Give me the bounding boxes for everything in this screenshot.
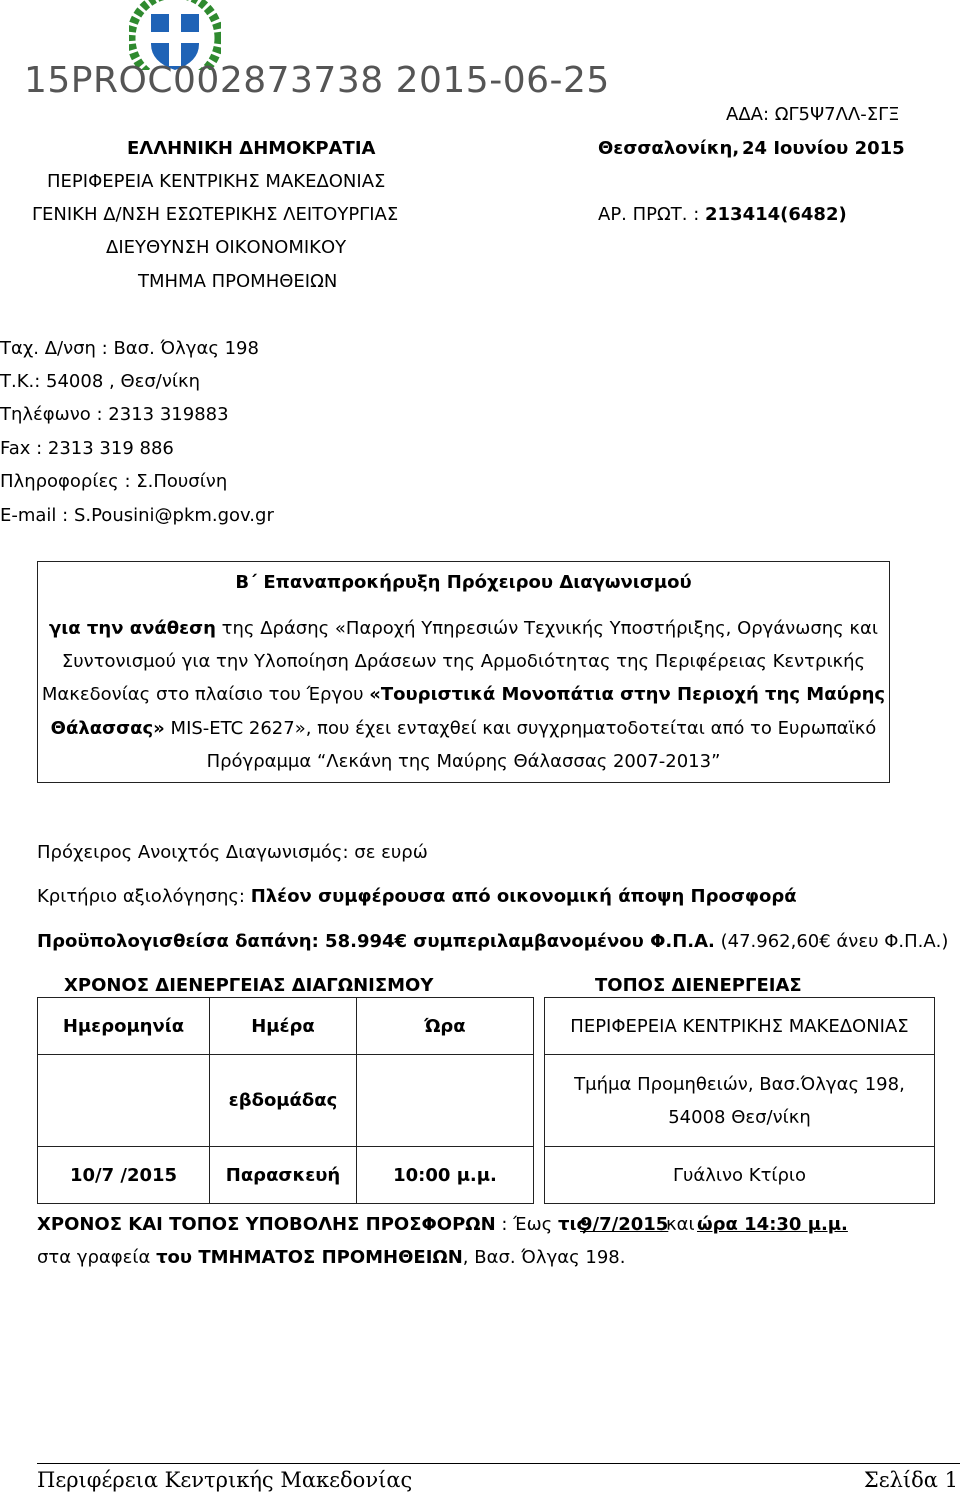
header-line-department: ΤΜΗΜΑ ΠΡΟΜΗΘΕΙΩΝ: [138, 271, 338, 292]
award-criterion-label: Κριτήριο αξιολόγησης:: [37, 886, 251, 907]
schedule-heading: ΧΡΟΝΟΣ ΔΙΕΝΕΡΓΕΙΑΣ ΔΙΑΓΩΝΙΣΜΟΥ: [64, 975, 434, 996]
announcement-line-5: Πρόγραμμα “Λεκάνη της Μαύρης Θάλασσας 2007-2013”: [206, 751, 721, 772]
schedule-header-day-sub: εβδομάδας: [210, 1055, 357, 1147]
announcement-line-2: Συντονισμού για την Υλοποίηση Δράσεων της Αρμοδιότητας της Περιφέρειας Κεντρικής: [61, 651, 866, 672]
document-stamp: 15PROC002873738 2015-06-25: [24, 60, 610, 101]
announcement-title: Β΄ Επαναπροκήρυξη Πρόχειρου Διαγωνισμού: [235, 572, 692, 593]
submission-label: ΧΡΟΝΟΣ ΚΑΙ ΤΟΠΟΣ ΥΠΟΒΟΛΗΣ ΠΡΟΣΦΟΡΩΝ: [37, 1214, 496, 1235]
submission-place-bold: του ΤΜΗΜΑΤΟΣ ΠΡΟΜΗΘΕΙΩΝ: [156, 1247, 463, 1268]
submission-time: ώρα 14:30 μ.μ.: [697, 1214, 848, 1235]
schedule-time-value: 10:00 μ.μ.: [357, 1147, 534, 1204]
location-building: Γυάλινο Κτίριο: [545, 1147, 935, 1204]
submission-line-1: [37, 1214, 587, 1235]
protocol-number: [598, 204, 847, 225]
submission-place-address: , Βασ. Όλγας 198.: [462, 1247, 626, 1268]
location-table: [544, 997, 935, 1204]
contact-fax: Fax : 2313 319 886: [0, 438, 174, 459]
schedule-day-value: Παρασκευή: [210, 1147, 357, 1204]
location-address: [545, 1055, 935, 1147]
ada-code: ΑΔΑ: ΩΓ5Ψ7ΛΛ-ΣΓΞ: [726, 104, 900, 125]
schedule-empty-cell: [357, 1055, 534, 1147]
header-line-region: ΠΕΡΙΦΕΡΕΙΑ ΚΕΝΤΡΙΚΗΣ ΜΑΚΕΔΟΝΙΑΣ: [47, 171, 386, 192]
schedule-header-day: Ημέρα: [210, 998, 357, 1055]
submission-and: και: [666, 1214, 695, 1235]
location-address-line-1: Τμήμα Προμηθειών, Βασ.Όλγας 198,: [574, 1073, 905, 1095]
header-line-directorate: ΔΙΕΥΘΥΝΣΗ ΟΙΚΟΝΟΜΙΚΟΥ: [106, 237, 347, 258]
award-criterion: [37, 886, 797, 907]
schedule-date-value: 10/7 /2015: [38, 1147, 210, 1204]
footer-page-number: Σελίδα 1: [863, 1468, 958, 1492]
schedule-header-time: Ώρα: [357, 998, 534, 1055]
tender-type: Πρόχειρος Ανοιχτός Διαγωνισμός: σε ευρώ: [37, 842, 428, 863]
submission-place-text: στα γραφεία: [37, 1247, 157, 1268]
location-region: ΠΕΡΙΦΕΡΕΙΑ ΚΕΝΤΡΙΚΗΣ ΜΑΚΕΔΟΝΙΑΣ: [545, 998, 935, 1055]
place-label: Θεσσαλονίκη,: [598, 138, 740, 159]
budget-net: (47.962,60€ άνευ Φ.Π.Α.): [714, 931, 949, 952]
submission-line-2: [37, 1247, 625, 1268]
protocol-label: ΑΡ. ΠΡΩΤ. :: [598, 204, 700, 225]
announcement-line-3: [38, 684, 889, 705]
announcement-line-3-bold: «Τουριστικά Μονοπάτια στην Περιοχή της Μαύρης: [369, 684, 886, 705]
announcement-line-1-text: της Δράσης «Παροχή Υπηρεσιών Τεχνικής Υποστήριξης, Οργάνωσης και: [215, 618, 878, 639]
schedule-header-date: Ημερομηνία: [38, 998, 210, 1055]
header-line-directorate-general: ΓΕΝΙΚΗ Δ/ΝΣΗ ΕΣΩΤΕΡΙΚΗΣ ΛΕΙΤΟΥΡΓΙΑΣ: [32, 204, 399, 225]
location-address-line-2: 54008 Θεσ/νίκη: [668, 1106, 811, 1128]
budget-amount: Προϋπολογισθείσα δαπάνη: 58.994€ συμπεριλαμβανομένου Φ.Π.Α.: [37, 931, 715, 952]
contact-phone: Τηλέφωνο : 2313 319883: [0, 404, 229, 425]
announcement-line-3-text: Μακεδονίας στο πλαίσιο του Έργου: [41, 684, 370, 705]
submission-date: 9/7/2015: [580, 1214, 669, 1235]
document-date: 24 Ιουνίου 2015: [742, 138, 905, 159]
contact-email: E-mail : S.Pousini@pkm.gov.gr: [0, 505, 274, 526]
contact-address: Ταχ. Δ/νση : Βασ. Όλγας 198: [0, 338, 259, 359]
submission-until: : Έως: [495, 1214, 558, 1235]
schedule-empty-cell: [38, 1055, 210, 1147]
contact-info-person: Πληροφορίες : Σ.Πουσίνη: [0, 471, 228, 492]
announcement-box: [37, 561, 890, 783]
announcement-line-4-text: MIS-ETC 2627», που έχει ενταχθεί και συγχρηματοδοτείται από το Ευρωπαϊκό: [164, 718, 877, 739]
contact-postcode: Τ.Κ.: 54008 , Θεσ/νίκη: [0, 371, 200, 392]
announcement-line-4: [38, 718, 889, 739]
announcement-line-1: [38, 618, 889, 639]
announcement-line-1-bold: για την ανάθεση: [49, 618, 216, 639]
submission-until-bold: τις: [557, 1214, 588, 1235]
budget: [37, 931, 948, 952]
protocol-value: 213414(6482): [705, 204, 847, 225]
location-heading: ΤΟΠΟΣ ΔΙΕΝΕΡΓΕΙΑΣ: [595, 975, 802, 996]
award-criterion-value: Πλέον συμφέρουσα από οικονομική άποψη Προσφορά: [250, 886, 797, 907]
schedule-table: [37, 997, 534, 1204]
header-line-republic: ΕΛΛΗΝΙΚΗ ΔΗΜΟΚΡΑΤΙΑ: [127, 138, 376, 159]
announcement-line-4-bold: Θάλασσας»: [50, 718, 165, 739]
footer-divider: [37, 1463, 960, 1464]
footer-organisation: Περιφέρεια Κεντρικής Μακεδονίας: [37, 1468, 413, 1492]
